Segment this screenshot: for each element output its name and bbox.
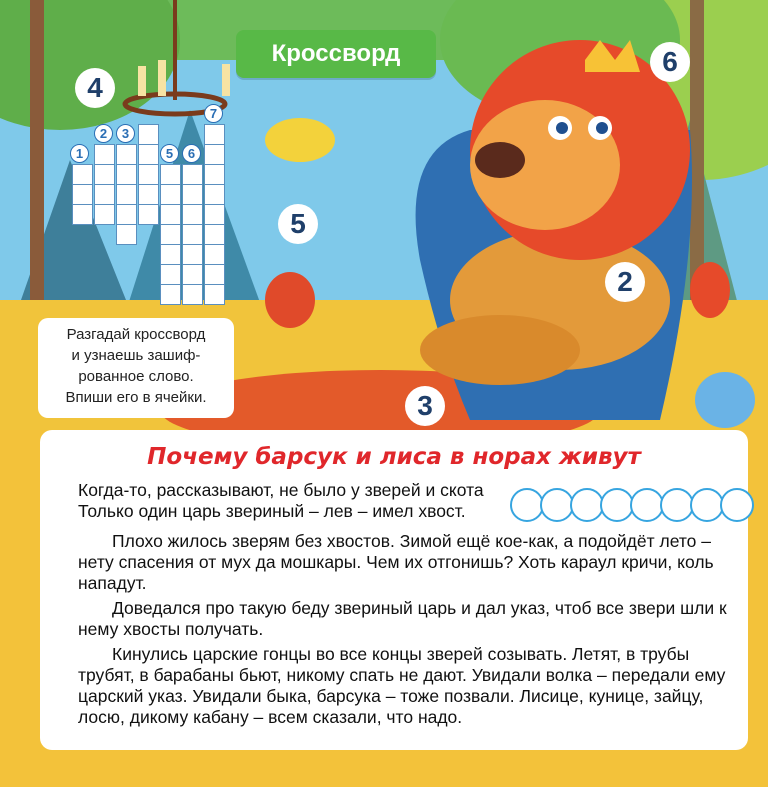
crossword-tag: Кроссворд: [236, 30, 436, 78]
crossword-hint: [38, 318, 234, 418]
crossword-cell[interactable]: [94, 204, 115, 225]
crossword-cell[interactable]: [138, 164, 159, 185]
crossword-cell[interactable]: [94, 144, 115, 165]
clue-number-6: 6: [182, 144, 201, 163]
crossword-cell[interactable]: [116, 204, 137, 225]
crossword-cell[interactable]: [160, 184, 181, 205]
crossword-cell[interactable]: [182, 224, 203, 245]
crossword-cell[interactable]: [138, 184, 159, 205]
crossword-cell[interactable]: [160, 204, 181, 225]
crossword-cell[interactable]: [94, 184, 115, 205]
marker-2: 2: [605, 262, 645, 302]
crossword-grid[interactable]: [72, 106, 250, 320]
crossword-cell[interactable]: [182, 284, 203, 305]
marker-5: 5: [278, 204, 318, 244]
crossword-cell[interactable]: [160, 284, 181, 305]
story-title: Почему барсук и лиса в норах живут: [147, 444, 641, 470]
crossword-cell[interactable]: [204, 264, 225, 285]
crossword-cell[interactable]: [204, 244, 225, 265]
crossword-cell[interactable]: [204, 184, 225, 205]
crossword-cell[interactable]: [182, 184, 203, 205]
crossword-cell[interactable]: [160, 164, 181, 185]
clue-number-2: 2: [94, 124, 113, 143]
crossword-cell[interactable]: [204, 284, 225, 305]
hint-line: и узнаешь зашиф-: [71, 347, 201, 364]
crossword-cell[interactable]: [204, 164, 225, 185]
crossword-cell[interactable]: [182, 264, 203, 285]
story-line: Только один царь звериный – лев – имел хвост.: [78, 501, 466, 521]
hint-line: Впиши его в ячейки.: [65, 389, 207, 406]
clue-number-5: 5: [160, 144, 179, 163]
story-paragraph: Доведался про такую беду звериный царь и дал указ, чтоб все звери шли к нему хвосты получать.: [78, 598, 727, 639]
story-paragraph: Плохо жилось зверям без хвостов. Зимой ещё кое-как, а подойдёт лето – нету спасения от мух да мошкары. Чем их отгонишь? Хоть караул кричи, коль нападут.: [78, 531, 714, 593]
crossword-cell[interactable]: [160, 224, 181, 245]
crossword-cell[interactable]: [204, 204, 225, 225]
crossword-cell[interactable]: [160, 264, 181, 285]
crossword-cell[interactable]: [182, 204, 203, 225]
crossword-cell[interactable]: [72, 164, 93, 185]
crossword-cell[interactable]: [160, 244, 181, 265]
crossword-cell[interactable]: [138, 124, 159, 145]
crossword-cell[interactable]: [182, 244, 203, 265]
story-paragraph: Кинулись царские гонцы во все концы зверей созывать. Летят, в трубы трубят, в барабаны бьют, никому спать не дают. Увидали волка – передали ему царский указ. Увидали быка, барсука – тоже позвали. Лисице, кунице, зайцу, лосю, дикому кабану – всем сказали, что надо.: [78, 644, 726, 727]
hint-line: Разгадай кроссворд: [66, 326, 206, 343]
story-line: Когда-то, рассказывают, не было у зверей и скота: [78, 480, 484, 500]
crossword-cell[interactable]: [72, 184, 93, 205]
crossword-cell[interactable]: [138, 204, 159, 225]
story-text: [78, 480, 736, 728]
crossword-cell[interactable]: [116, 164, 137, 185]
marker-3: 3: [405, 386, 445, 426]
crossword-cell[interactable]: [72, 204, 93, 225]
crossword-cell[interactable]: [204, 124, 225, 145]
crossword-cell[interactable]: [116, 224, 137, 245]
crossword-cell[interactable]: [204, 224, 225, 245]
clue-number-7: 7: [204, 104, 223, 123]
crossword-cell[interactable]: [138, 144, 159, 165]
crossword-cell[interactable]: [116, 184, 137, 205]
marker-4: 4: [75, 68, 115, 108]
crossword-cell[interactable]: [116, 144, 137, 165]
marker-6: 6: [650, 42, 690, 82]
crossword-cell[interactable]: [182, 164, 203, 185]
clue-number-3: 3: [116, 124, 135, 143]
clue-number-1: 1: [70, 144, 89, 163]
story-panel: [40, 430, 748, 750]
crossword-cell[interactable]: [94, 164, 115, 185]
hint-line: рованное слово.: [78, 368, 194, 385]
crossword-cell[interactable]: [204, 144, 225, 165]
